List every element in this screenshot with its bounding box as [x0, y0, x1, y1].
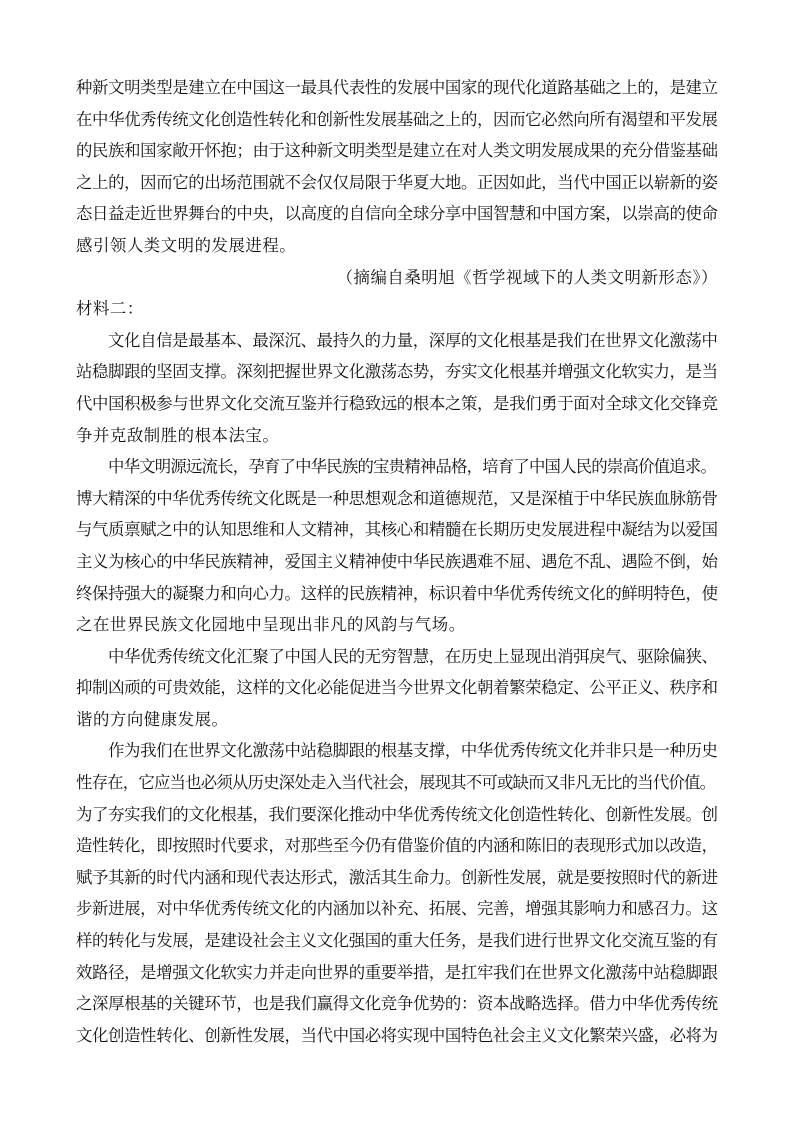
source-citation: （摘编自桑明旭《哲学视域下的人类文明新形态》） [336, 267, 718, 287]
text-line: 种新文明类型是建立在中国这一最具代表性的发展中国家的现代化道路基础之上的，是建立 [76, 78, 718, 97]
text-line: 性存在，它应当也必须从历史深处走入当代社会，展现其不可或缺而又非凡无比的当代价值。 [76, 773, 716, 793]
text-line: 为了夯实我们的文化根基，我们要深化推动中华优秀传统文化创造性转化、创新性发展。创 [76, 804, 718, 824]
section-heading: 材料二： [76, 299, 144, 319]
text-line: 主义为核心的中华民族精神，爱国主义精神使中华民族遇难不屈、遇危不乱、遇险不倒，始 [76, 551, 718, 571]
text-line: 在中华优秀传统文化创造性转化和创新性发展基础之上的，因而它必然向所有渴望和平发展 [76, 109, 718, 129]
paragraph-first-line: 中华文明源远流长，孕育了中华民族的宝贵精神品格，培育了中国人民的崇高价值追求。 [108, 457, 717, 477]
text-line: 步新进展，对中华优秀传统文化的内涵加以补充、拓展、完善，增强其影响力和感召力。这 [76, 899, 718, 919]
text-line: 态日益走近世界舞台的中央，以高度的自信向全球分享中国智慧和中国方案，以崇高的使命 [76, 204, 718, 224]
text-line: 终保持强大的凝聚力和向心力。这样的民族精神，标识着中华优秀传统文化的鲜明特色，使 [76, 583, 718, 603]
text-line: 之在世界民族文化园地中呈现出非凡的风韵与气场。 [76, 615, 466, 635]
paragraph-first-line: 文化自信是最基本、最深沉、最持久的力量，深厚的文化根基是我们在世界文化激荡中 [108, 330, 718, 350]
text-line: 抑制凶顽的可贵效能，这样的文化必能促进当今世界文化朝着繁荣稳定、公平正义、秩序和 [76, 678, 718, 698]
text-line: 博大精深的中华优秀传统文化既是一种思想观念和道德规范，又是深植于中华民族血脉筋骨 [76, 488, 718, 508]
text-line: 样的转化与发展，是建设社会主义文化强国的重大任务，是我们进行世界文化交流互鉴的有 [76, 931, 718, 951]
text-line: 文化创造性转化、创新性发展，当代中国必将实现中国特色社会主义文化繁荣兴盛，必将为 [76, 1025, 718, 1045]
text-line: 与气质禀赋之中的认知思维和人文精神，其核心和精髓在长期历史发展进程中凝结为以爱国 [76, 520, 718, 540]
text-line: 效路径，是增强文化软实力并走向世界的重要举措，是扛牢我们在世界文化激荡中站稳脚跟 [76, 962, 718, 982]
text-line: 造性转化，即按照时代要求，对那些至今仍有借鉴价值的内涵和陈旧的表现形式加以改造， [76, 836, 718, 856]
paragraph-first-line: 中华优秀传统文化汇聚了中国人民的无穷智慧，在历史上显现出消弭戾气、驱除偏狭、 [108, 646, 718, 666]
text-line: 之上的，因而它的出场范围就不会仅仅局限于华夏大地。正因如此，当代中国正以崭新的姿 [76, 172, 718, 192]
paragraph-first-line: 作为我们在世界文化激荡中站稳脚跟的根基支撑，中华优秀传统文化并非只是一种历史 [108, 741, 718, 761]
text-line: 代中国积极参与世界文化交流互鉴并行稳致远的根本之策，是我们勇于面对全球文化交锋竞 [76, 393, 718, 413]
text-line: 争并克敌制胜的根本法宝。 [76, 425, 280, 445]
text-line: 赋予其新的时代内涵和现代表达形式，激活其生命力。创新性发展，就是要按照时代的新进 [76, 867, 718, 887]
text-line: 站稳脚跟的坚固支撑。深刻把握世界文化激荡态势，夯实文化根基并增强文化软实力，是当 [76, 362, 718, 382]
text-line: 谐的方向健康发展。 [76, 709, 229, 729]
document-page [76, 72, 718, 1051]
text-line: 的民族和国家敞开怀抱；由于这种新文明类型是建立在对人类文明发展成果的充分借鉴基础 [76, 141, 718, 161]
text-line: 之深厚根基的关键环节，也是我们赢得文化竞争优势的：资本战略选择。借力中华优秀传统 [76, 994, 718, 1014]
text-line: 感引领人类文明的发展进程。 [76, 235, 297, 255]
